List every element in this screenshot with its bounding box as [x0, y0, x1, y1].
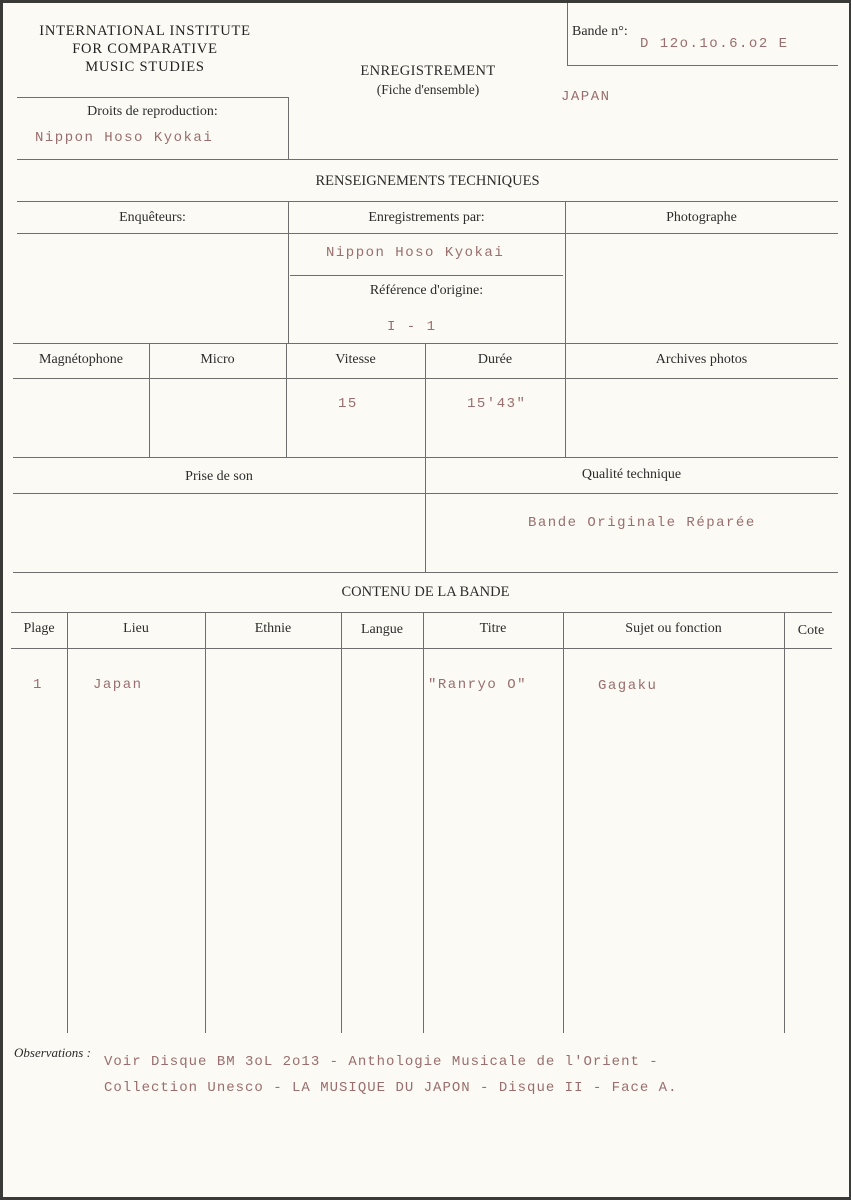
- row-titre: "Ranryo O": [428, 677, 528, 693]
- bande-value: D 12o.1o.6.o2 E: [640, 36, 789, 52]
- qualite-value: Bande Originale Réparée: [528, 515, 756, 531]
- bande-box-bottom: [567, 65, 838, 66]
- micro-label: Micro: [200, 352, 235, 367]
- duree-label: Durée: [477, 352, 513, 367]
- duree-value: 15'43": [467, 396, 527, 412]
- contents-divider-1: [67, 612, 68, 1033]
- tech-section-top: [17, 159, 838, 160]
- col-plage-header: Plage: [23, 621, 55, 636]
- vitesse-value: 15: [338, 396, 358, 412]
- contents-header-top: [11, 612, 832, 613]
- contents-divider-5: [563, 612, 564, 1033]
- contents-divider-2: [205, 612, 206, 1033]
- vitesse-label: Vitesse: [335, 352, 376, 367]
- bande-label: Bande n°:: [572, 24, 628, 39]
- qualite-label: Qualité technique: [581, 467, 682, 482]
- tech-header-top: [17, 201, 838, 202]
- row-plage: 1: [33, 677, 43, 693]
- reference-value: I - 1: [387, 319, 437, 335]
- tech-section-title: RENSEIGNEMENTS TECHNIQUES: [315, 173, 540, 189]
- contents-divider-3: [341, 612, 342, 1033]
- prise-label: Prise de son: [185, 469, 253, 484]
- record-sheet: [3, 3, 849, 1197]
- form-title: ENREGISTREMENT: [360, 63, 496, 79]
- row-lieu: Japan: [93, 677, 143, 693]
- tech-header-bottom: [17, 233, 838, 234]
- enregistrements-label: Enregistrements par:: [368, 210, 485, 225]
- contents-divider-6: [784, 612, 785, 1033]
- col-lieu-header: Lieu: [123, 621, 149, 636]
- institute-line-1: INTERNATIONAL INSTITUTE: [39, 23, 251, 39]
- form-subtitle: (Fiche d'ensemble): [376, 82, 480, 97]
- row-sujet: Gagaku: [598, 678, 658, 694]
- observations-label: Observations :: [14, 1045, 91, 1060]
- reference-divider: [290, 275, 563, 276]
- contents-divider-4: [423, 612, 424, 1033]
- magnetophone-label: Magnétophone: [39, 352, 123, 367]
- enqueteurs-label: Enquêteurs:: [119, 210, 186, 225]
- col-cote-header: Cote: [797, 623, 825, 638]
- observations-line-1: Voir Disque BM 3oL 2o13 - Anthologie Musicale de l'Orient -: [104, 1054, 659, 1070]
- enregistrements-value: Nippon Hoso Kyokai: [326, 245, 505, 261]
- archives-label: Archives photos: [655, 352, 748, 367]
- institute-line-2: FOR COMPARATIVE: [72, 41, 218, 57]
- institute-line-3: MUSIC STUDIES: [85, 59, 205, 75]
- photographe-label: Photographe: [666, 210, 737, 225]
- col-ethnie-header: Ethnie: [254, 621, 292, 636]
- country-value: JAPAN: [561, 89, 611, 105]
- observations-line-2: Collection Unesco - LA MUSIQUE DU JAPON - Disque II - Face A.: [104, 1080, 678, 1096]
- droits-label: Droits de reproduction:: [87, 104, 218, 119]
- col-sujet-header: Sujet ou fonction: [625, 621, 722, 636]
- reference-label: Référence d'origine:: [369, 283, 484, 298]
- institute-name: [15, 22, 275, 76]
- droits-box-right: [288, 97, 289, 159]
- contents-header-bottom: [11, 648, 832, 649]
- contents-section-title: CONTENU DE LA BANDE: [341, 584, 510, 600]
- droits-value: Nippon Hoso Kyokai: [35, 130, 214, 146]
- col-titre-header: Titre: [479, 621, 507, 636]
- bande-box-left: [567, 3, 568, 65]
- droits-box-top: [17, 97, 288, 98]
- col-langue-header: Langue: [361, 622, 403, 637]
- tech-section-bottom: [13, 572, 838, 573]
